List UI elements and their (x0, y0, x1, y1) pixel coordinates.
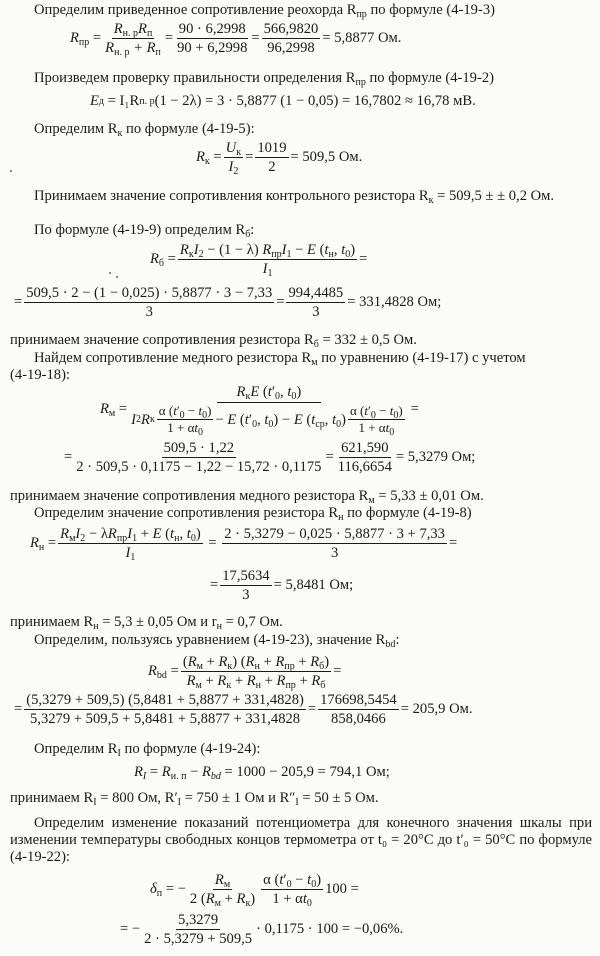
equation-r-m-numeric: = $\frac{509,5 \cdot 1,22}{2 \cdot 509,5 \cdot 0,1175 - 1,22 - 15,72 \cdot 0,1175}$ = $\frac{621,590}{116,6654}$ = 5,3279 Ом; (64, 440, 476, 475)
equation-r-b-general: $R_б$ = $\frac{R_кI_2 - (1 - \lambda) R_{пр}I_1 - E (t_н, t_0)}{I_1}$ = (150, 242, 368, 279)
equation-r-m-general: $R_м$ = $R_кE$ ($t'_0$, $t_0$) I 2 R к $\frac{\alpha (t'_0 - t_0)}{1 + \alpha t_0}$ − E ($t'_0$, $t_0) - E$ ($t_{ср}$, $t_0$) $\frac{\alpha (t'_0 - t_0)}{1 + \alpha t_0}$ = (100, 384, 419, 438)
paragraph-determine-r-bd: Определим, пользуясь уравнением (4-19-23), значение $R_{bd}$: (34, 632, 400, 650)
paragraph-check-r-pr: Произведем проверку правильности определения $R_{пр}$ по формуле (4-19-2) (34, 70, 494, 88)
paragraph-accept-r-n: принимаем $R_н = 5,3 \pm 0,05$ Ом и $r_н = 0,7$ Ом. (10, 614, 283, 632)
paragraph-determine-r-k: Определим $R_к$ по формуле (4-19-5): (34, 121, 255, 139)
paragraph-potentiometer-change: Определим изменение показаний потенциометра для конечного значения шкалы при изменении температуры свободных концов термометра от t₀ = 20°C до t′₀ = 50°C по формуле (4-19-22): (10, 815, 592, 865)
equation-delta-p-general: $\delta_п$ = − $\frac{R_м}{2 (R_м + R_к)}$ $\frac{\alpha (t'_0 - t_0)}{1 + \alpha t_0}$ 100 = (150, 872, 359, 909)
equation-r-n-result: = $\frac{17,5634}{3}$ = 5,8481 Ом; (210, 568, 354, 603)
equation-r-bd-numeric: = $\frac{(5,3279 + 509,5) (5,8481 + 5,8877 + 331,4828)}{5,3279 + 509,5 + 5,8481 + 5,8877 + 331,4828}$ = $\frac{176698,5454}{858,0466}$ = 205,9 Ом. (14, 692, 473, 727)
equation-r-pr: $R_{пр}$ = $\frac{R_{н. р}R_п}{R_{н. р} + R_п}$ = $\frac{90 \cdot 6,2998}{90 + 6,2998}$ = $\frac{566,9820}{96,2998}$ = 5,8877 Ом. (70, 21, 402, 58)
scan-speck (10, 170, 12, 172)
paragraph-accept-r-i: принимаем $R_I = 800$ Ом, $R'_I = 750 \pm 1$ Ом и $R''_I = 50 \pm 5$ Ом. (10, 790, 379, 808)
paragraph-reochord-intro: Определим приведенное сопротивление реохорда $R_{пр}$ по формуле (4-19-3) (34, 2, 495, 20)
equation-e-d: E д = I₁R п. р (1 − 2λ) = 3 · 5,8877 (1 − 0,05) = 16,7802 ≈ 16,78 мВ. (90, 93, 476, 109)
equation-r-i: $R_I = R_{и. п} - R_{bd} = 1000 - 205,9 = 794,1$ Ом; (134, 764, 390, 782)
equation-r-b-numeric: = $\frac{509,5 \cdot 2 - (1 - 0,025) \cdot 5,8877 \cdot 3 - 7,33}{3}$ = $\frac{994,4485}{3}$ = 331,4828 Ом; (14, 285, 442, 320)
paragraph-determine-r-i: Определим $R_I$ по формуле (4-19-24): (34, 741, 261, 759)
paragraph-determine-r-n: Определим значение сопротивления резистора $R_н$ по формуле (4-19-8) (34, 505, 472, 523)
equation-r-k: $R_к$ = $\frac{U_к}{I_2}$ = $\frac{1019}{2}$ = 509,5 Ом. (196, 140, 363, 177)
paragraph-copper-resistor: Найдем сопротивление медного резистора $R_м$ по уравнению (4-19-17) с учетом (34, 350, 526, 368)
paragraph-accept-r-m: принимаем значение сопротивления медного резистора $R_м = 5,33 \pm 0,01$ Ом. (10, 488, 484, 506)
equation-r-n: $R_н$ = $\frac{R_мI_2 - \lambda R_{пр}I_1 + E (t_н, t_0)}{I_1}$ = $\frac{2 \cdot 5,3279 - 0,025 \cdot 5,8877 \cdot 3 + 7,33}{3}$ = (30, 526, 458, 563)
equation-r-bd-general: $R_{bd}$ = $\frac{(R_м + R_к) (R_н + R_{пр} + R_б)}{R_м + R_к + R_н + R_{пр} + R_б}$ = (148, 654, 342, 691)
scan-speck (109, 272, 111, 274)
scan-speck (116, 276, 118, 278)
equation-delta-p-numeric: = − $\frac{5,3279}{2 \cdot 5,3279 + 509,5}$ · 0,1175 · 100 = −0,06%. (120, 912, 404, 947)
paragraph-accept-r-b: принимаем значение сопротивления резистора $R_б = 332 \pm 0,5$ Ом. (10, 332, 417, 350)
paragraph-accept-r-k: Принимаем значение сопротивления контрольного резистора $R_к = 509,5$ ± ± 0,2 Ом. (34, 188, 555, 206)
paragraph-formula-r-b: По формуле (4-19-9) определим $R_б$: (34, 222, 255, 240)
paragraph-copper-resistor-ref: (4-19-18): (10, 367, 70, 383)
